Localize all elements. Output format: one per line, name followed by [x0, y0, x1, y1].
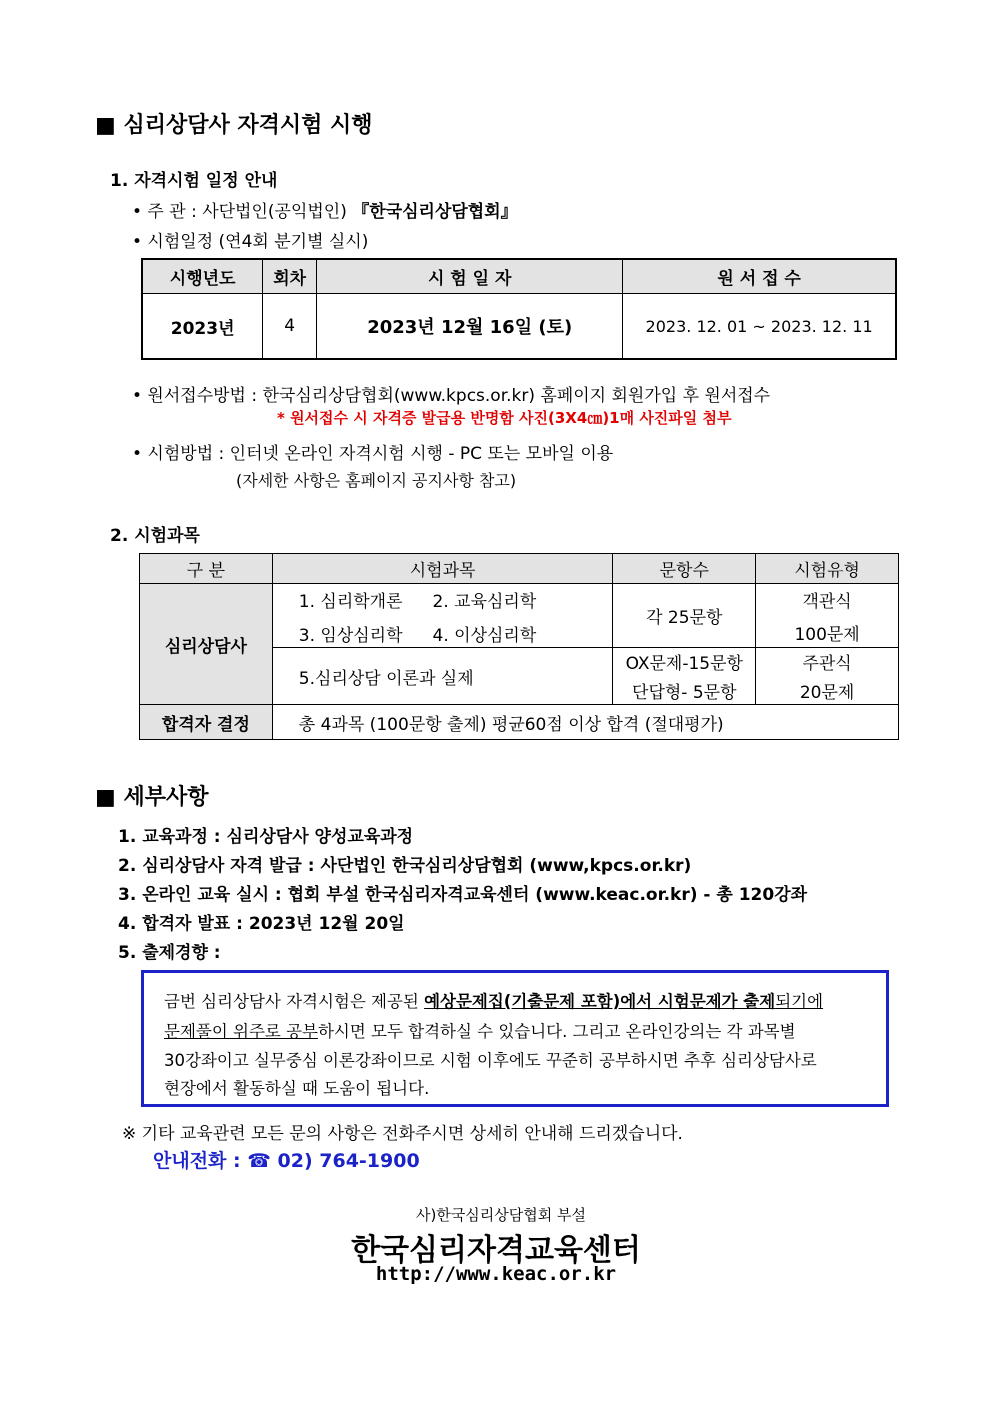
detail-item-1: 1. 교육과정 : 심리상담사 양성교육과정 — [118, 827, 414, 847]
table-row — [140, 584, 899, 648]
exam-method: • 시험방법 : 인터넷 온라인 자격시험 시행 - PC 또는 모바일 이용 — [132, 444, 614, 464]
phone-line: 안내전화 : ☎ 02) 764-1900 — [153, 1150, 420, 1172]
schedule-label: • 시험일정 (연4회 분기별 실시) — [132, 232, 369, 252]
section-title-exam: ■ 심리상담사 자격시험 시행 — [95, 113, 373, 138]
subject-table — [139, 553, 899, 740]
type-a-line-1: 객관식 — [802, 591, 852, 612]
cell-count-b — [613, 648, 756, 705]
cell-pass-label: 합격자 결정 — [140, 705, 273, 740]
apply-note: * 원서접수 시 자격증 발급용 반명함 사진(3X4㎝)1매 사진파일 첨부 — [277, 409, 732, 427]
detail-item-5: 5. 출제경향 : — [118, 943, 221, 963]
table-row — [142, 294, 896, 360]
header-round: 회차 — [263, 259, 317, 294]
table-header-row — [142, 259, 896, 294]
cell-subjects-a — [272, 584, 613, 648]
detail-item-3: 3. 온라인 교육 실시 : 협회 부설 한국심리자격교육센터 (www.keac.or.kr) - 총 120강좌 — [118, 885, 808, 905]
box-line-2 — [164, 1018, 796, 1042]
box-line-1-post: 되기에 — [775, 992, 824, 1011]
schedule-table — [141, 258, 897, 360]
cell-type-a — [756, 584, 899, 648]
type-b-line-2: 20문제 — [799, 683, 855, 703]
box-line-1 — [164, 988, 823, 1012]
host-line — [132, 197, 518, 222]
count-b-line-2: 단답형- 5문항 — [632, 683, 737, 703]
host-label: • 주 관 : 사단법인(공익법인) — [132, 202, 353, 222]
box-line-2-emphasis: 문제풀이 위주로 공부 — [164, 1022, 318, 1041]
table-header-row — [140, 554, 899, 584]
subsection-schedule-heading: 1. 자격시험 일정 안내 — [110, 171, 278, 191]
cell-subject-b: 5.심리상담 이론과 실제 — [272, 648, 613, 705]
type-a-line-2: 100문제 — [794, 624, 860, 645]
section-title-details: ■ 세부사항 — [95, 785, 209, 810]
header-subject: 시험과목 — [272, 554, 613, 584]
subjects-row-1 — [273, 585, 613, 612]
subject-3: 3. 임상심리학 — [298, 626, 403, 646]
cell-year: 2023년 — [142, 294, 263, 360]
header-type: 시험유형 — [756, 554, 899, 584]
subjects-row-2 — [273, 621, 613, 646]
header-exam-date: 시 험 일 자 — [317, 259, 623, 294]
cell-exam-date: 2023년 12월 16일 (토) — [317, 294, 623, 360]
footer-org-name: 한국심리자격교육센터 — [351, 1233, 641, 1268]
header-year: 시행년도 — [142, 259, 263, 294]
table-row — [140, 705, 899, 740]
host-name: 『한국심리상담협회』 — [352, 202, 518, 222]
exam-method-note: (자세한 사항은 홈페이지 공지사항 참고) — [236, 471, 517, 490]
box-line-2-post: 하시면 모두 합격하실 수 있습니다. 그리고 온라인강의는 각 과목별 — [317, 1022, 796, 1041]
cell-pass-text: 총 4과목 (100문항 출제) 평균60점 이상 합격 (절대평가) — [272, 705, 898, 740]
contact-note: ※ 기타 교육관련 모든 문의 사항은 전화주시면 상세히 안내해 드리겠습니다. — [122, 1124, 683, 1144]
box-line-3: 30강좌이고 실무중심 이론강좌이므로 시험 이후에도 꾸준히 공부하시면 추후 심리상담사로 — [164, 1051, 817, 1070]
count-b-line-1: OX문제-15문항 — [625, 654, 743, 674]
exam-trend-box — [141, 970, 889, 1107]
type-b-line-1: 주관식 — [802, 654, 852, 674]
cell-count-a: 각 25문항 — [613, 584, 756, 648]
apply-method: • 원서접수방법 : 한국심리상담협회(www.kpcs.or.kr) 홈페이지 회원가입 후 원서접수 — [132, 386, 771, 406]
header-application: 원 서 접 수 — [623, 259, 896, 294]
subject-2: 2. 교육심리학 — [432, 592, 537, 612]
subsection-subjects-heading: 2. 시험과목 — [110, 526, 200, 546]
cell-category: 심리상담사 — [140, 584, 273, 705]
detail-item-2: 2. 심리상담사 자격 발급 : 사단법인 한국심리상담협회 (www,kpcs.or.kr) — [118, 856, 692, 876]
cell-round: 4 — [263, 294, 317, 360]
box-line-1-emphasis: 예상문제집(기출문제 포함)에서 시험문제가 출제 — [424, 992, 776, 1011]
box-line-4: 현장에서 활동하실 때 도움이 됩니다. — [164, 1079, 430, 1098]
detail-item-4: 4. 합격자 발표 : 2023년 12월 20일 — [118, 914, 405, 934]
subject-1: 1. 심리학개론 — [298, 592, 403, 612]
footer-url: http://www.keac.or.kr — [375, 1263, 617, 1285]
header-category: 구 분 — [140, 554, 273, 584]
subject-4: 4. 이상심리학 — [432, 626, 537, 646]
footer-affiliation: 사)한국심리상담협회 부설 — [415, 1206, 586, 1224]
cell-type-b — [756, 648, 899, 705]
cell-application-period: 2023. 12. 01 ~ 2023. 12. 11 — [623, 294, 896, 360]
header-count: 문항수 — [613, 554, 756, 584]
box-line-1-pre: 금번 심리상담사 자격시험은 제공된 — [164, 992, 425, 1011]
